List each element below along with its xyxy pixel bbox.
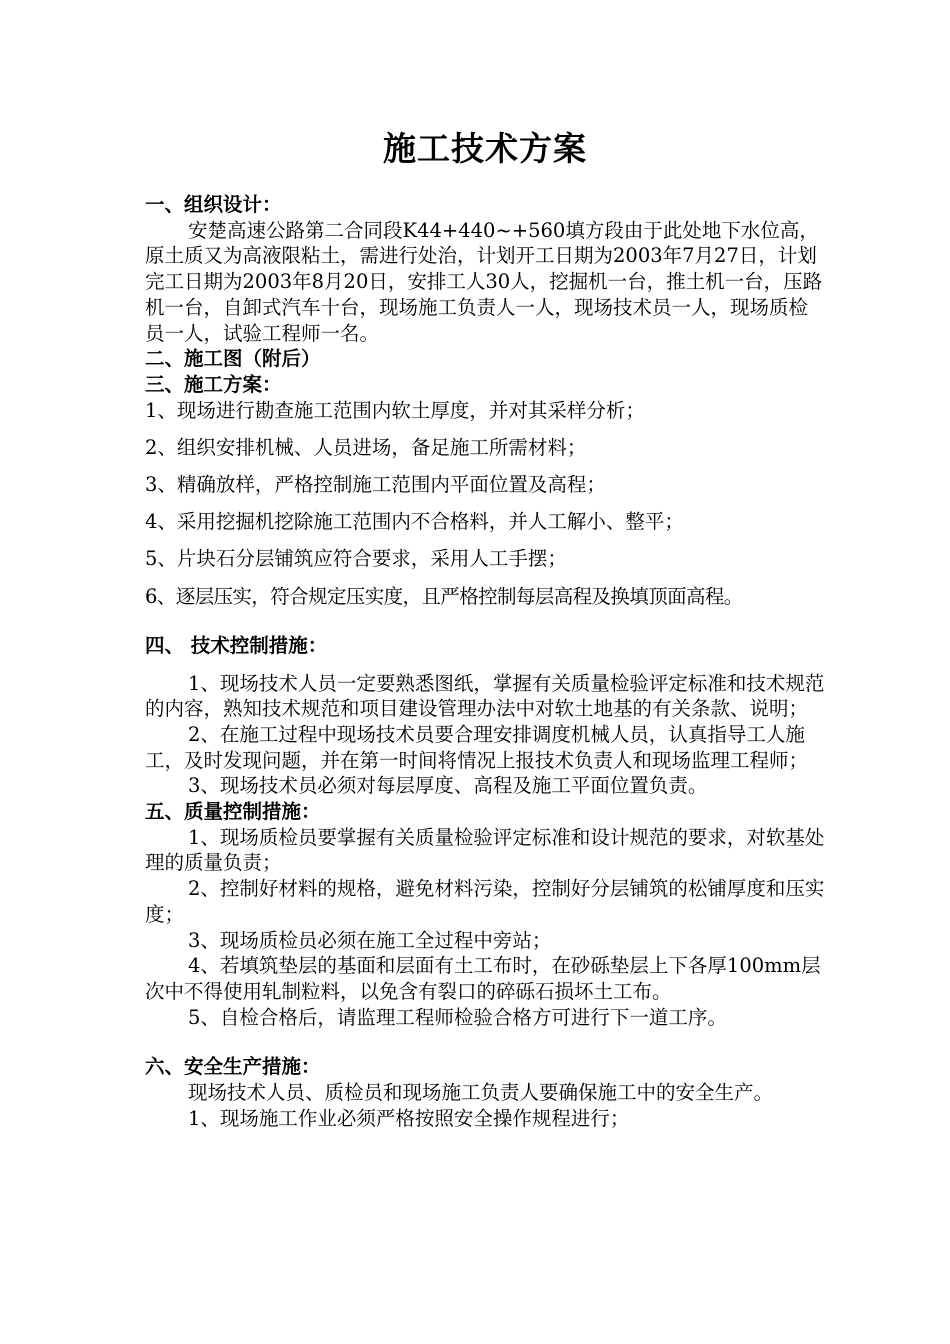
section-6-heading: 六、安全生产措施：	[145, 1055, 321, 1079]
section-4-item-2: 2、在施工过程中现场技术员要合理安排调度机械人员，认真指导工人施工，及时发现问题，并在第一时间将情况上报技术负责人和现场监理工程师；	[145, 722, 809, 772]
section-1-body: 安楚高速公路第二合同段K44+440~+560填方段由于此处地下水位高，原土质又为高液限粘土，需进行处治，计划开工日期为2003年7月27日，计划完工日期为2003年8月20日，安排工人30人，挖掘机一台，推土机一台，压路机一台，自卸式汽车十台，现场施工负责人一人，现场技术员一人，现场质检员一人，试验工程师一名。	[145, 218, 823, 345]
section-5-item-1: 1、现场质检员要掌握有关质量检验评定标准和设计规范的要求，对软基处理的质量负责；	[145, 825, 825, 875]
section-3-heading: 三、施工方案：	[145, 372, 282, 396]
section-5-item-5: 5、自检合格后，请监理工程师检验合格方可进行下一道工序。	[188, 1005, 727, 1029]
section-4-item-1: 1、现场技术人员一定要熟悉图纸，掌握有关质量检验评定标准和技术规范的内容，熟知技术规范和项目建设管理办法中对软土地基的有关条款、说明；	[145, 671, 825, 721]
document-body	[145, 192, 825, 1132]
section-3-step-3: 3、精确放样，严格控制施工范围内平面位置及高程；	[145, 473, 606, 497]
section-4-item-3: 3、现场技术员必须对每层厚度、高程及施工平面位置负责。	[188, 774, 708, 798]
section-5-item-3: 3、现场质检员必须在施工全过程中旁站；	[188, 928, 552, 952]
section-5-item-2: 2、控制好材料的规格，避免材料污染，控制好分层铺筑的松铺厚度和压实度；	[145, 877, 825, 926]
section-3-step-4: 4、采用挖掘机挖除施工范围内不合格料，并人工解小、整平；	[145, 510, 684, 534]
section-1-heading: 一、组织设计：	[145, 193, 282, 216]
section-5-heading: 五、质量控制措施：	[145, 800, 321, 824]
section-3-step-6: 6、逐层压实，符合规定压实度，且严格控制每层高程及换填顶面高程。	[145, 584, 743, 608]
section-5-item-4: 4、若填筑垫层的基面和层面有土工布时，在砂砾垫层上下各厚100mm层次中不得使用轧制粒料，以免含有裂口的碎砾石损坏土工布。	[145, 954, 821, 1003]
section-6-intro: 现场技术人员、质检员和现场施工负责人要确保施工中的安全生产。	[188, 1081, 774, 1105]
section-2-heading: 二、施工图（附后）	[145, 347, 321, 371]
section-3-step-5: 5、片块石分层铺筑应符合要求，采用人工手摆；	[145, 547, 567, 571]
document-title: 施工技术方案	[383, 129, 587, 168]
section-6-item-1: 1、现场施工作业必须严格按照安全操作规程进行；	[188, 1106, 630, 1130]
section-4-heading: 四、 技术控制措施：	[145, 634, 328, 658]
section-3-step-1: 1、现场进行勘查施工范围内软土厚度，并对其采样分析；	[145, 398, 645, 422]
section-3-step-2: 2、组织安排机械、人员进场，备足施工所需材料；	[145, 435, 587, 459]
